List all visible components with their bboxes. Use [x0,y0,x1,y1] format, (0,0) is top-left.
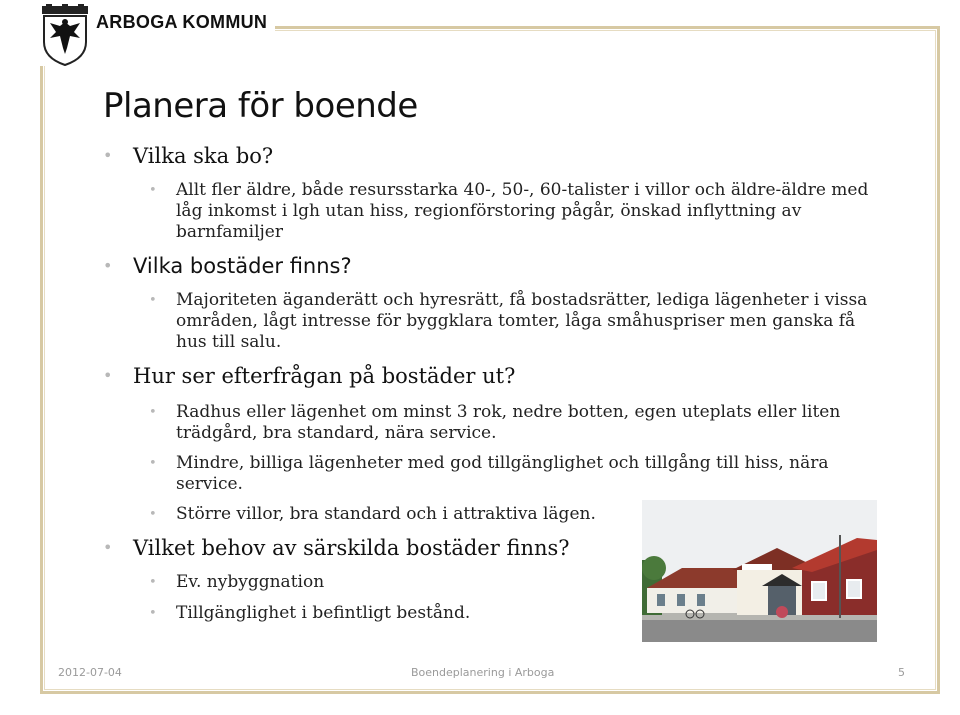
footer-page-number: 5 [898,666,905,679]
bullet-item: • Vilka bostäder finns? [133,253,352,279]
building-photo [642,500,877,642]
sub-bullet-item: • Majoriteten äganderätt och hyresrätt, få bostadsrätter, lediga lägenheter i vissa områden, lågt intresse för byggklara tomter, låga småhuspriser men ganska få hus till salu. [176,290,876,353]
coat-of-arms-icon [40,4,90,66]
sub-bullet-item: • Större villor, bra standard och i attraktiva lägen. [176,504,636,525]
sub-bullet-item: • Radhus eller lägenhet om minst 3 rok, nedre botten, egen uteplats eller liten trädgård, bra standard, nära service. [176,402,896,444]
logo-text: ARBOGA KOMMUN [96,11,268,32]
bullet-item: • Vilket behov av särskilda bostäder finns? [133,535,570,561]
sub-bullet-item: • Allt fler äldre, både resursstarka 40-, 50-, 60-talister i villor och äldre-äldre med låg inkomst i lgh utan hiss, regionförstoring pågår, önskad inflyttning av barnfamiljer [176,180,896,243]
sub-bullet-item: • Ev. nybyggnation [176,572,576,593]
bullet-item: • Vilka ska bo? [133,143,273,169]
slide-title: Planera för boende [103,86,418,126]
footer-title: Boendeplanering i Arboga [411,666,555,679]
sub-bullet-item: • Mindre, billiga lägenheter med god tillgänglighet och tillgång till hiss, nära service. [176,453,896,495]
sub-bullet-item: • Tillgänglighet i befintligt bestånd. [176,603,576,624]
bullet-item: • Hur ser efterfrågan på bostäder ut? [133,363,515,389]
footer-date: 2012-07-04 [58,666,122,679]
logo [40,4,275,66]
